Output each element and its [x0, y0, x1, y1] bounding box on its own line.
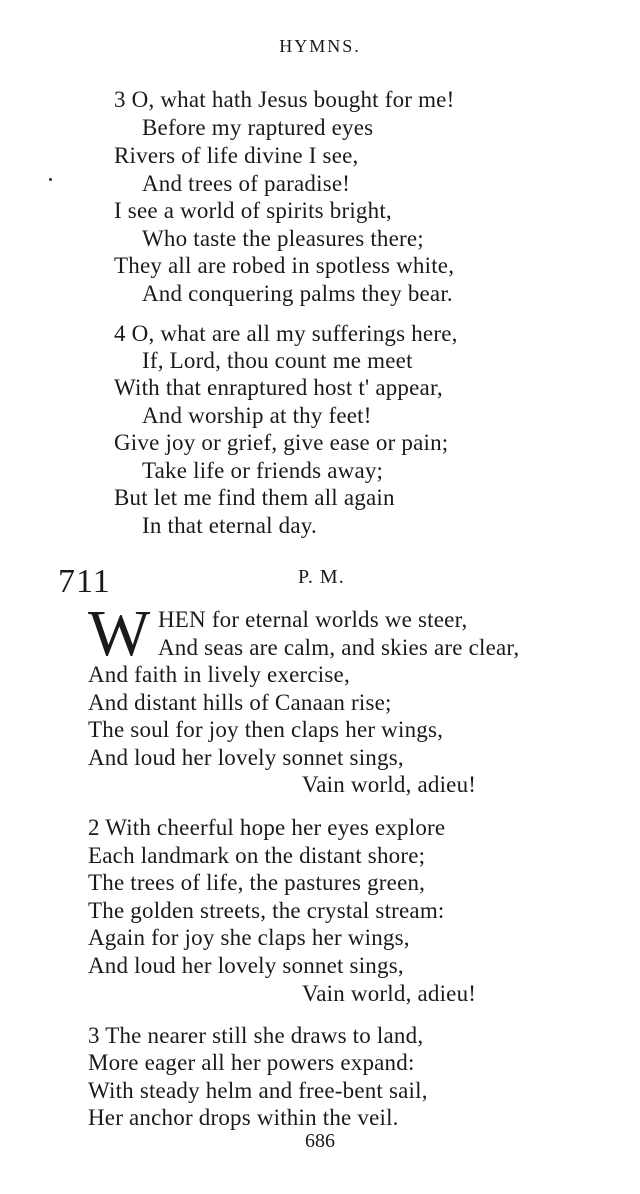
verse-line: Give joy or grief, give ease or pain;: [114, 430, 449, 455]
hymn-number: 711: [58, 563, 111, 600]
verse-line: And faith in lively exercise,: [88, 662, 350, 687]
verse-line: In that eternal day.: [142, 513, 317, 538]
verse-line: And worship at thy feet!: [142, 403, 372, 428]
verse-line: 3 O, what hath Jesus bought for me!: [114, 87, 455, 112]
verse-line: Her anchor drops within the veil.: [88, 1105, 399, 1130]
page-number: 686: [305, 1130, 335, 1152]
verse-line: HEN for eternal worlds we steer,: [158, 607, 468, 632]
verse-line: The golden streets, the crystal stream:: [88, 898, 445, 923]
verse-line: The trees of life, the pastures green,: [88, 870, 426, 895]
verse-line: Who taste the pleasures there;: [142, 226, 424, 251]
verse-line: I see a world of spirits bright,: [114, 198, 392, 223]
verse-line: If, Lord, thou count me meet: [142, 348, 413, 373]
hymn-meter: P. M.: [298, 566, 345, 588]
margin-mark: [49, 178, 52, 181]
verse-line: And seas are calm, and skies are clear,: [158, 635, 520, 660]
verse-line: More eager all her powers expand:: [88, 1050, 415, 1075]
verse-line: The soul for joy then claps her wings,: [88, 717, 444, 742]
verse-line: And loud her lovely sonnet sings,: [88, 953, 404, 978]
verse-line: Each landmark on the distant shore;: [88, 843, 426, 868]
verse-line: 2 With cheerful hope her eyes explore: [88, 815, 446, 840]
drop-cap: W: [88, 597, 151, 670]
verse-line: And loud her lovely sonnet sings,: [88, 745, 404, 770]
refrain-line: Vain world, adieu!: [302, 981, 477, 1006]
verse-line: 3 The nearer still she draws to land,: [88, 1023, 424, 1048]
verse-line: Take life or friends away;: [142, 458, 384, 483]
running-header: HYMNS.: [279, 36, 361, 56]
verse-line: And trees of paradise!: [142, 171, 351, 196]
refrain-line: Vain world, adieu!: [302, 772, 477, 797]
verse-line: And distant hills of Canaan rise;: [88, 690, 392, 715]
verse-line: Before my raptured eyes: [142, 115, 374, 140]
verse-line: They all are robed in spotless white,: [114, 253, 455, 278]
verse-line: Again for joy she claps her wings,: [88, 925, 410, 950]
verse-line: 4 O, what are all my sufferings here,: [114, 321, 458, 346]
verse-line: With that enraptured host t' appear,: [114, 375, 443, 400]
verse-line: But let me find them all again: [114, 485, 395, 510]
verse-line: Rivers of life divine I see,: [114, 143, 359, 168]
verse-line: With steady helm and free-bent sail,: [88, 1078, 428, 1103]
verse-line: And conquering palms they bear.: [142, 281, 453, 306]
